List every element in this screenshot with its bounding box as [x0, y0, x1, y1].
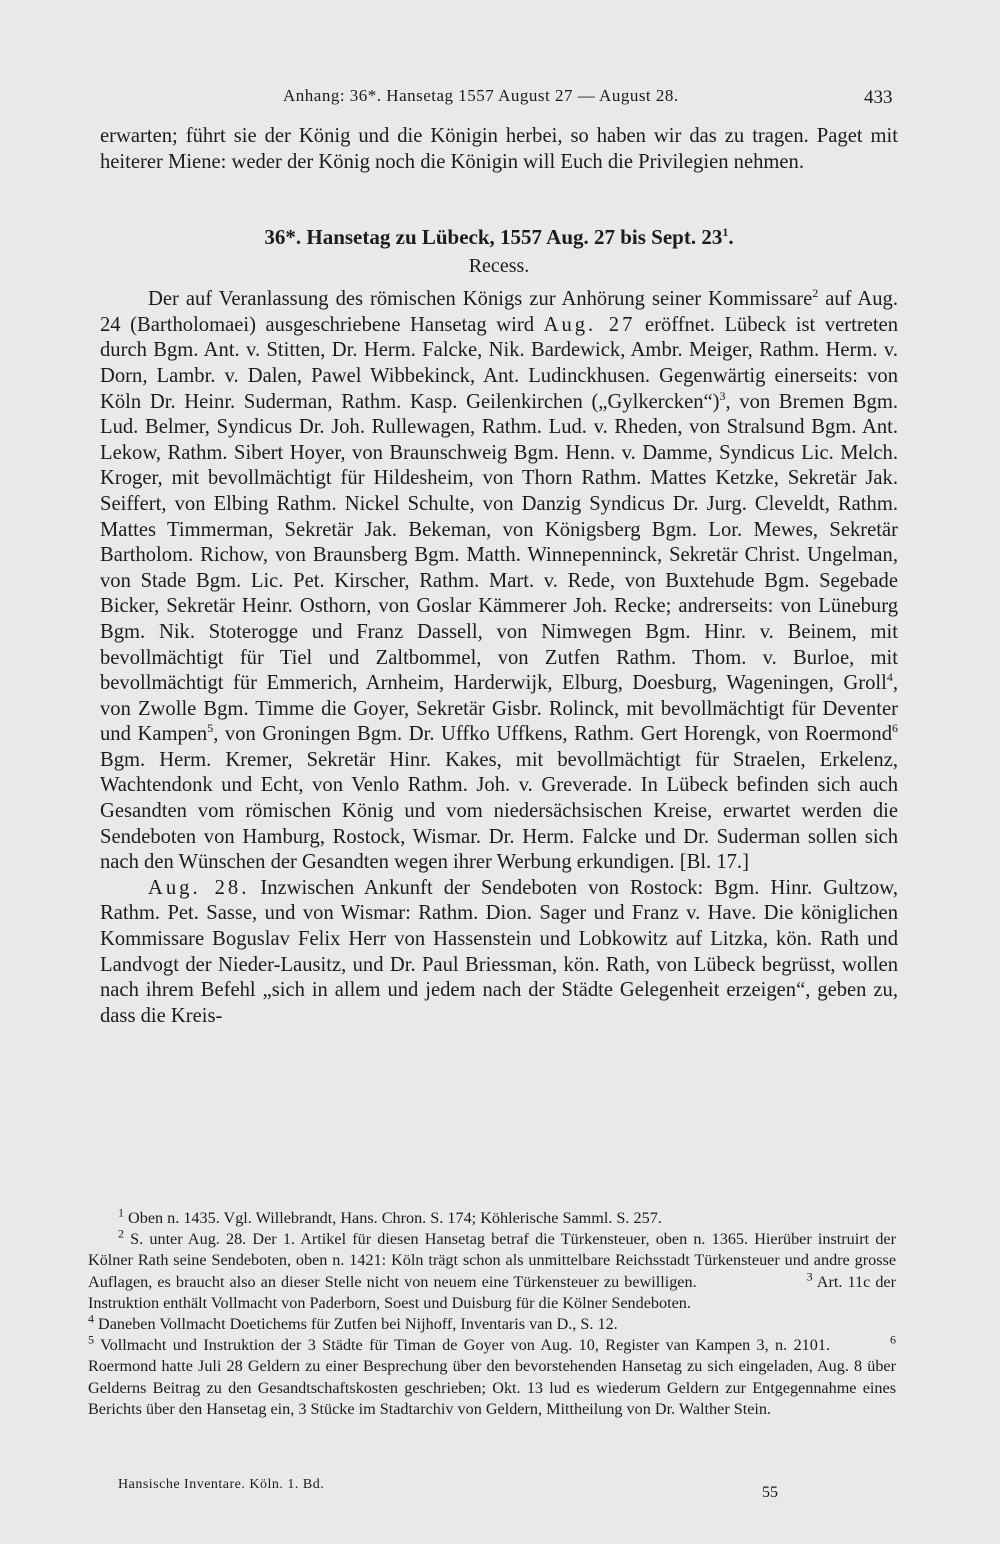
running-header	[0, 86, 1000, 116]
footnote-number: 2	[118, 1226, 124, 1241]
signature-number: 55	[762, 1484, 778, 1501]
footnote-4	[88, 1311, 896, 1335]
footnote-1	[88, 1205, 896, 1229]
footnote-5-6	[88, 1332, 896, 1420]
footnote-number: 5	[88, 1332, 94, 1347]
page-number: 433	[864, 87, 893, 108]
footnote-ref: 3	[719, 388, 726, 403]
date-marker: Aug. 27	[543, 313, 636, 336]
footnote-ref: 5	[207, 721, 214, 736]
printer-signature: Hansische Inventare. Köln. 1. Bd.	[118, 1477, 325, 1492]
footnote-text: Art. 11c der Instruktion enthält Vollmacht von Paderborn, Soest und Duisburg für die Kölner Sendeboten.	[88, 1272, 897, 1312]
paragraph-recess-opening	[100, 287, 898, 876]
section-title-end: .	[728, 225, 734, 250]
footnote-ref: 1	[722, 225, 729, 240]
text-run: , von Bremen Bgm. Lud. Belmer, Syndicus Dr. Joh. Rullewagen, Rathm. Lud. v. Rheden, von Stralsund Bgm. Ant. Lekow, Rathm. Sibert Hoyer, von Braunschweig Bgm. Henn. v. Damme, Syndicus Lic. Melch. Kroger, mit bevollmächtigt für Hildesheim, von Thorn Rathm. Mattes Ketzke, Sekretär Jak. Seiffert, von Elbing Rathm. Nickel Schulte, von Danzig Syndicus Dr. Jurg. Cleveldt, Rathm. Mattes Timmerman, Sekretär Jak. Bekeman, von Königsberg Bgm. Lor. Mewes, Sekretär Bartholom. Richow, von Braunsberg Bgm. Matth. Winnepenninck, Sekretär Christ. Ungelman, von Stade Bgm. Lic. Pet. Kirscher, Rathm. Mart. v. Rede, von Buxtehude Bgm. Segebade Bicker, Sekretär Heinr. Osthorn, von Goslar Kämmerer Joh. Recke; andrerseits: von Lüneburg Bgm. Nik. Stoterogge und Franz Dassell, von Nimwegen Bgm. Hinr. v. Beinem, mit bevollmächtigt für Tiel und Zaltbommel, von Zutfen Rathm. Thom. v. Burloe, mit bevollmächtigt für Emmerich, Arnheim, Harderwijk, Elburg, Doesburg, Wageningen, Groll	[100, 390, 898, 695]
text-run: Inzwischen Ankunft der Sendeboten von Rostock: Bgm. Hinr. Gultzow, Rathm. Pet. Sasse, und von Wismar: Rathm. Dion. Sager und Franz v. Have. Die königlichen Kommissare Boguslav Felix Herr von Hassenstein und Lobkowitz auf Litzka, kön. Rath und Landvogt der Nieder-Lausitz, und Dr. Paul Briessman, kön. Rath, von Lübeck begrüsst, wollen nach ihrem Befehl „sich in allem und jedem nach der Städte Gelegenheit erzeigen“, geben zu, dass die Kreis-	[100, 876, 898, 1027]
footnote-ref: 2	[812, 286, 819, 301]
footnote-text: Daneben Vollmacht Doetichems für Zutfen bei Nijhoff, Inventaris van D., S. 12.	[94, 1315, 618, 1334]
text-run: Der auf Veranlassung des römischen Königs zur Anhörung seiner Kommissare	[148, 288, 813, 311]
footnote-text: S. unter Aug. 28. Der 1. Artikel für diesen Hansetag betraf die Türkensteuer, oben n. 1365. Hierüber instruirt der Kölner Rath seine Sendeboten, oben n. 1421: Köln trägt schon als unmittelbare Reichsstadt Türkensteuer und andre grosse Auflagen, es braucht also an dieser Stelle nicht von neuem eine Türkensteuer zu bewilligen.	[88, 1230, 896, 1291]
section-title-text: 36*. Hansetag zu Lübeck, 1557 Aug. 27 bis Sept. 23	[264, 225, 723, 250]
footnote-number: 4	[88, 1311, 94, 1326]
footnote-text: Vollmacht und Instruktion der 3 Städte für Timan de Goyer von Aug. 10, Register van Kampen 3, n. 2101.	[94, 1336, 830, 1355]
main-text	[100, 124, 898, 1029]
text-run: , von Groningen Bgm. Dr. Uffko Uffkens, Rathm. Gert Horengk, von Roermond	[213, 723, 892, 746]
intro-paragraph: erwarten; führt sie der König und die Königin herbei, so haben wir das zu tragen. Paget mit heiterer Miene: weder der König noch die Königin will Euch die Privilegien nehmen.	[100, 125, 898, 173]
section-title	[100, 223, 898, 251]
running-title: Anhang: 36*. Hansetag 1557 August 27 — August 28.	[283, 86, 679, 105]
footnote-number: 3	[806, 1269, 813, 1284]
footnote-ref: 6	[892, 721, 898, 736]
text-run: , von Zwolle Bgm. Timme die Goyer, Sekretär Gisbr. Rolinck, mit bevollmächtigt für Deventer und Kampen	[100, 672, 898, 746]
footnote-number: 6	[890, 1332, 896, 1347]
text-run: auf Aug. 24 (Bartholomaei) ausgeschriebene Hansetag wird	[100, 288, 898, 336]
footnote-2-3	[88, 1226, 897, 1314]
text-run: eröffnet. Lübeck ist vertreten durch Bgm. Ant. v. Stitten, Dr. Herm. Falcke, Nik. Bardewick, Ambr. Meiger, Rathm. Herm. v. Dorn, Lambr. v. Dalen, Pawel Wibbekinck, Ant. Ludinckhusen. Gegenwärtig einerseits: von Köln Dr. Heinr. Suderman, Rathm. Kasp. Geilenkirchen („Gylkercken“)	[100, 313, 898, 413]
footnote-text: Oben n. 1435. Vgl. Willebrandt, Hans. Chron. S. 174; Köhlerische Samml. S. 257.	[124, 1209, 662, 1227]
footnote-number: 1	[118, 1205, 124, 1220]
paragraph-aug-28	[100, 876, 898, 1030]
footnote-ref: 4	[886, 670, 893, 685]
footnote-text: Roermond hatte Juli 28 Geldern zu einer Besprechung über den bevorstehenden Hansetag zu sich eingeladen, Aug. 8 über Gelderns Beitrag zu den Gesandtschaftskosten geschrieben; Okt. 13 lud es wiederum Geldern zur Entgegennahme eines Berichts über den Hansetag ein, 3 Stücke im Stadtarchiv von Geldern, Mittheilung von Dr. Walther Stein.	[88, 1357, 896, 1418]
section-subtitle: Recess.	[468, 255, 530, 278]
date-marker: Aug. 28.	[148, 876, 250, 899]
footnotes	[88, 1205, 897, 1420]
text-run: Bgm. Herm. Kremer, Sekretär Hinr. Kakes, mit bevollmächtigt für Straelen, Erkelenz, Wachtendonk und Echt, von Venlo Rathm. Joh. v. Greverade. In Lübeck befinden sich auch Gesandten vom römischen König und vom niedersächsischen Kreise, erwartet werden die Sendeboten von Hamburg, Rostock, Wismar. Dr. Herm. Falcke und Dr. Suderman sollen sich nach den Wünschen der Gesandten wegen ihrer Werbung erkundigen. [Bl. 17.]	[100, 748, 898, 874]
